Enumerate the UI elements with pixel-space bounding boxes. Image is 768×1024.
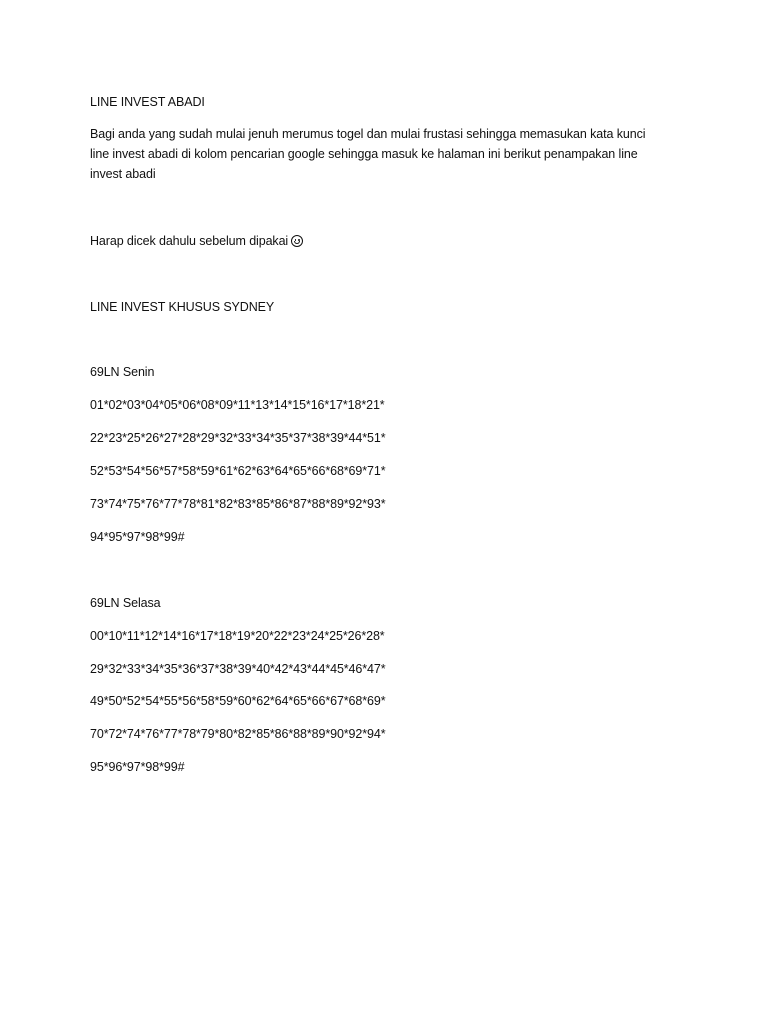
intro-line: Bagi anda yang sudah mulai jenuh merumus togel dan mulai frustasi sehingga memasukan kata kunci [90, 127, 646, 141]
notice-line [90, 231, 303, 251]
intro-line: invest abadi [90, 167, 156, 181]
notice-text: Harap dicek dahulu sebelum dipakai [90, 234, 289, 248]
section-title: LINE INVEST KHUSUS SYDNEY [90, 300, 275, 314]
block-heading-senin: 69LN Senin [90, 365, 155, 379]
block-heading-selasa: 69LN Selasa [90, 596, 161, 610]
number-row: 00*10*11*12*14*16*17*18*19*20*22*23*24*25*26*28* [90, 629, 385, 643]
number-row: 73*74*75*76*77*78*81*82*83*85*86*87*88*89*92*93* [90, 497, 386, 511]
number-row: 52*53*54*56*57*58*59*61*62*63*64*65*66*68*69*71* [90, 464, 386, 478]
number-row: 22*23*25*26*27*28*29*32*33*34*35*37*38*39*44*51* [90, 431, 386, 445]
number-row: 95*96*97*98*99# [90, 760, 185, 774]
intro-line: line invest abadi di kolom pencarian google sehingga masuk ke halaman ini berikut penampakan line [90, 147, 638, 161]
intro-paragraph [90, 124, 670, 184]
number-row: 49*50*52*54*55*56*58*59*60*62*64*65*66*67*68*69* [90, 694, 386, 708]
grinning-face-icon [291, 235, 303, 247]
number-row: 94*95*97*98*99# [90, 530, 185, 544]
document-title: LINE INVEST ABADI [90, 95, 205, 109]
number-row: 70*72*74*76*77*78*79*80*82*85*86*88*89*90*92*94* [90, 727, 386, 741]
number-row: 29*32*33*34*35*36*37*38*39*40*42*43*44*45*46*47* [90, 662, 386, 676]
number-row: 01*02*03*04*05*06*08*09*11*13*14*15*16*17*18*21* [90, 398, 385, 412]
